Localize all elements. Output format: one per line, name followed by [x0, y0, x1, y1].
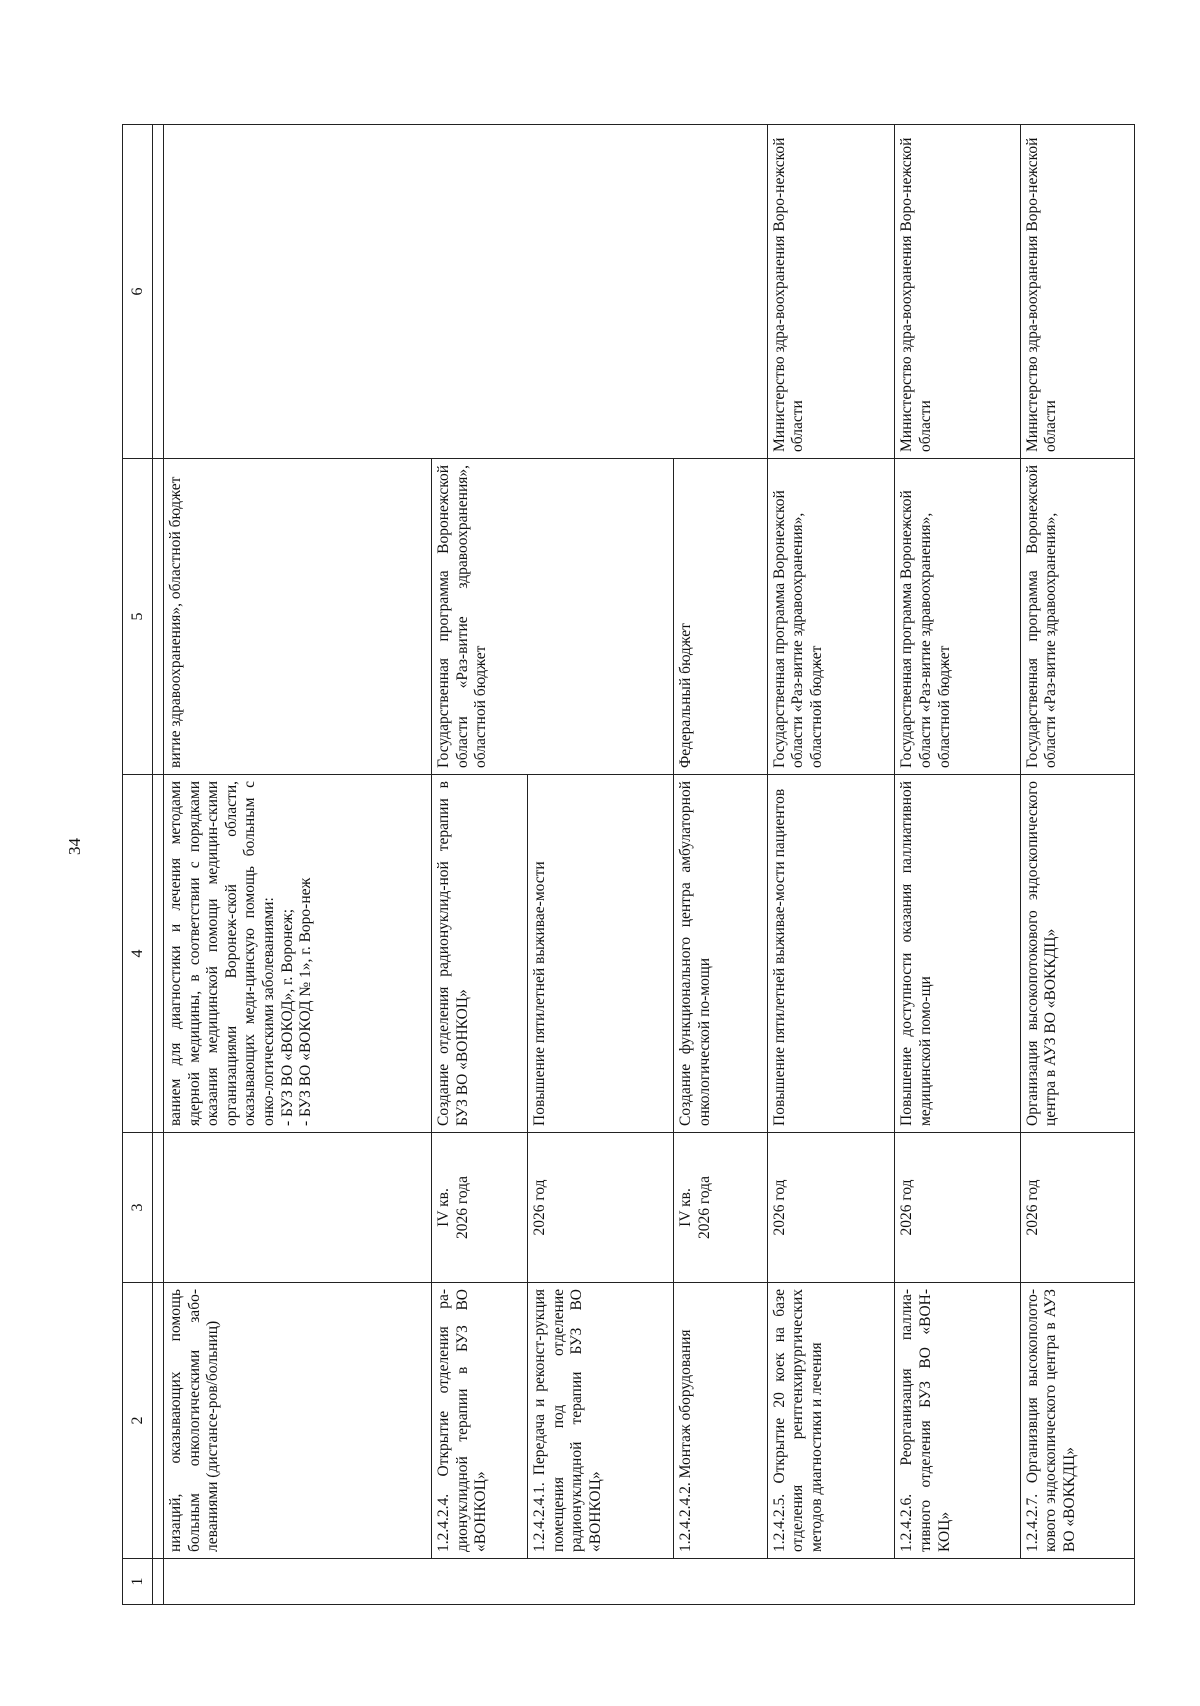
spacer-row — [152, 125, 163, 1605]
cell-deadline: 2026 год — [528, 1133, 674, 1283]
cell-activity: 1.2.4.2.4.1. Передача и реконст-рукция помещения под отделение радионуклидной терапии БУЗ ВО «ВОНКОЦ» — [528, 1283, 674, 1559]
cell-deadline: 2026 год — [895, 1133, 1021, 1283]
cell-result: Организация высокопотокового эндоскопического центра в АУЗ ВО «ВОККДЦ» — [1020, 775, 1134, 1133]
cell-source: витие здравоохранения», областной бюджет — [164, 459, 432, 775]
cell-activity: 1.2.4.2.5. Открытие 20 коек на базе отделения рентгенхирургических методов диагностики и лечения — [767, 1283, 895, 1559]
table-row — [767, 125, 895, 1605]
cell-deadline: 2026 год — [1020, 1133, 1134, 1283]
header-col-5: 5 — [123, 459, 153, 775]
header-col-2: 2 — [123, 1283, 153, 1559]
cell-deadline: IV кв. 2026 года — [432, 1133, 528, 1283]
cell-activity: 1.2.4.2.7. Организвция высокополото-кового эндоскопического центра в АУЗ ВО «ВОККДЦ» — [1020, 1283, 1134, 1559]
cell-deadline — [164, 1133, 432, 1283]
rotated-table-container — [122, 125, 1135, 1605]
cell-responsible: Министерство здра-воохранения Воро-нежской области — [767, 125, 895, 459]
cell-responsible-blank — [164, 125, 768, 459]
cell-result: Повышение пятилетней выживае-мости — [528, 775, 674, 1133]
page-number: 34 — [65, 838, 84, 855]
cell-result: Создание отделения радионуклид-ной терапии в БУЗ ВО «ВОНКОЦ» — [432, 775, 528, 1133]
cell-responsible: Министерство здра-воохранения Воро-нежской области — [895, 125, 1021, 459]
cell-responsible: Министерство здра-воохранения Воро-нежской области — [1020, 125, 1134, 459]
cell-activity: 1.2.4.2.4.2. Монтаж оборудования — [674, 1283, 768, 1559]
cell-result: ванием для диагностики и лечения методами ядерной медицины, в соответствии с порядками оказания медицинской помощи медицин-скими организациями Воронеж-ской области, оказывающих меди-цинскую помощь больным с онко-логическими заболеваниями: - БУЗ ВО «ВОКОД», г. Воронеж; - БУЗ ВО «ВОКОД № 1», г. Воро-неж — [164, 775, 432, 1133]
cell-deadline: 2026 год — [767, 1133, 895, 1283]
cell-source: Государственная программа Воронежской области «Раз-витие здравоохранения», — [1020, 459, 1134, 775]
cell-activity: 1.2.4.2.4. Открытие отделения ра-дионуклидной терапии в БУЗ ВО «ВОНКОЦ» — [432, 1283, 528, 1559]
cell-activity: низаций, оказывающих помощь больным онкологическими забо-леваниями (дистансе-ров/больниц) — [164, 1283, 432, 1559]
header-col-1: 1 — [123, 1559, 153, 1605]
cell-source: Государственная программа Воронежской области «Раз-витие здравоохранения», областной бюджет — [767, 459, 895, 775]
header-row — [123, 125, 153, 1605]
cell-result: Повышение пятилетней выживае-мости пациентов — [767, 775, 895, 1133]
header-col-4: 4 — [123, 775, 153, 1133]
table-row — [164, 125, 432, 1605]
cell-deadline: IV кв. 2026 года — [674, 1133, 768, 1283]
cell-source: Государственная программа Воронежской области «Раз-витие здравоохранения», областной бюджет — [895, 459, 1021, 775]
header-col-6: 6 — [123, 125, 153, 459]
activities-table — [122, 124, 1135, 1605]
table-row — [1020, 125, 1134, 1605]
cell-result: Повышение доступности оказания паллиативной медицинской помо-щи — [895, 775, 1021, 1133]
cell-activity: 1.2.4.2.6. Реорганизация паллиа-тивного отделения БУЗ ВО «ВОН-КОЦ» — [895, 1283, 1021, 1559]
column-1-blank — [164, 1559, 1135, 1605]
cell-result: Создание функционального центра амбулаторной онкологической по-мощи — [674, 775, 768, 1133]
cell-source: Государственная программа Воронежской области «Раз-витие здравоохранения», областной бюджет — [432, 459, 674, 775]
table-row — [895, 125, 1021, 1605]
header-col-3: 3 — [123, 1133, 153, 1283]
cell-source: Федеральный бюджет — [674, 459, 768, 775]
